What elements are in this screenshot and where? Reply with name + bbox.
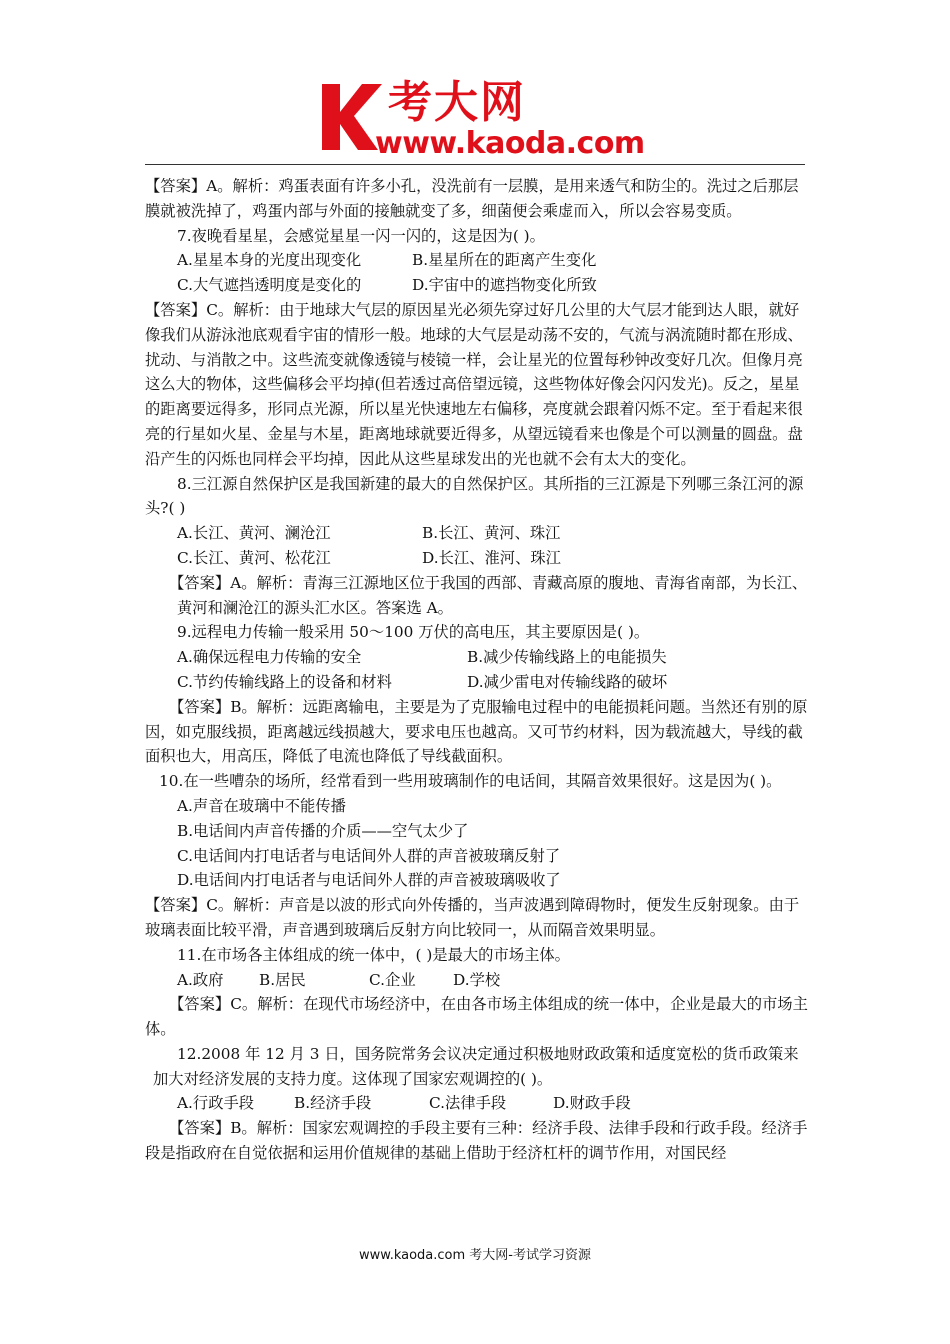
q9-option-d: D.减少雷电对传输线路的破坏 [467,672,668,691]
page-footer: www.kaoda.com 考大网-考试学习资源 [359,1248,591,1263]
q6-answer: 【答案】A。解析：鸡蛋表面有许多小孔，没洗前有一层膜，是用来透气和防尘的。洗过之后那层膜就被洗掉了，鸡蛋内部与外面的接触就变了多，细菌便会乘虚而入，所以会容易变质。 [145,177,799,220]
q7-stem: 7.夜晚看星星，会感觉星星一闪一闪的，这是因为( )。 [177,226,545,245]
q8-stem: 8.三江源自然保护区是我国新建的最大的自然保护区。其所指的三江源是下列哪三条江河的源头?( ) [145,474,804,518]
q10-option-a: A.声音在玻璃中不能传播 [177,796,346,815]
q9-stem: 9.远程电力传输一般采用 50～100 万伏的高电压，其主要原因是( )。 [177,623,650,642]
q12-option-b: B.经济手段 [294,1094,372,1113]
document-body [145,174,810,1166]
q12-option-d: D.财政手段 [553,1094,631,1113]
page-header [0,0,950,168]
q7-options-row1 [145,248,810,273]
logo-url: www.kaoda.com [375,126,645,161]
q8-option-b: B.长江、黄河、珠江 [422,524,561,543]
q7-answer: 【答案】C。解析：由于地球大气层的原因星光必须先穿过好几公里的大气层才能到达人眼，就好像我们从游泳池底观看宇宙的情形一般。地球的大气层是动荡不安的，气流与涡流随时都在形成、扰动、与消散之中。这些流变就像透镜与棱镜一样，会让星光的位置每秒钟改变好几次。但像月亮这么大的物体，这些偏移会平均掉(但若透过高倍望远镜，这些物体好像会闪闪发光)。反之，星星的距离要远得多，形同点光源，所以星光快速地左右偏移，亮度就会跟着闪烁不定。至于看起来很亮的行星如火星、金星与木星，距离地球就要近得多，从望远镜看来也像是个可以测量的圆盘。盘沿产生的闪烁也同样会平均掉，因此从这些星球发出的光也就不会有太大的变化。 [145,300,803,468]
q7-options-row2 [145,273,810,298]
q8-option-a: A.长江、黄河、澜沧江 [177,524,331,543]
q11-option-b: B.居民 [259,970,306,989]
q9-option-a: A.确保远程电力传输的安全 [177,648,362,667]
q11-option-c: C.企业 [369,970,416,989]
q10-option-b: B.电话间内声音传播的介质——空气太少了 [177,821,469,840]
q9-options-row2 [145,670,810,695]
q9-options-row1 [145,645,810,670]
q8-answer: 【答案】A。解析：青海三江源地区位于我国的西部、青藏高原的腹地、青海省南部，为长江、黄河和澜沧江的源头汇水区。答案选 A。 [169,573,808,617]
q11-stem: 11.在市场各主体组成的统一体中，( )是最大的市场主体。 [177,945,570,964]
q12-answer: 【答案】B。解析：国家宏观调控的手段主要有三种：经济手段、法律手段和行政手段。经济手段是指政府在自觉依据和运用价值规律的基础上借助于经济杠杆的调节作用，对国民经 [145,1119,808,1163]
q11-answer: 【答案】C。解析：在现代市场经济中，在由各市场主体组成的统一体中，企业是最大的市场主体。 [145,995,808,1039]
q11-options [145,968,810,993]
q9-option-c: C.节约传输线路上的设备和材料 [177,672,392,691]
logo-title: 考大网 [388,77,526,128]
q11-option-a: A.政府 [177,970,224,989]
q10-option-c: C.电话间内打电话者与电话间外人群的声音被玻璃反射了 [177,846,561,865]
q10-answer: 【答案】C。解析：声音是以波的形式向外传播的，当声波遇到障碍物时，便发生反射现象。由于玻璃表面比较平滑，声音遇到玻璃后反射方向比较同一，从而隔音效果明显。 [145,896,800,939]
q8-option-d: D.长江、淮河、珠江 [422,548,561,567]
q7-option-c: C.大气遮挡透明度是变化的 [177,276,362,295]
header-divider [145,164,805,165]
q11-option-d: D.学校 [453,970,501,989]
q8-options-row2 [145,546,810,571]
q10-stem: 10.在一些嘈杂的场所，经常看到一些用玻璃制作的电话间，其隔音效果很好。这是因为( )。 [159,772,782,791]
q12-option-c: C.法律手段 [429,1094,507,1113]
q7-option-d: D.宇宙中的遮挡物变化所致 [412,276,597,295]
q12-options [145,1091,810,1116]
q7-option-b: B.星星所在的距离产生变化 [412,251,597,270]
q8-options-row1 [145,521,810,546]
q7-option-a: A.星星本身的光度出现变化 [177,251,362,270]
q9-option-b: B.减少传输线路上的电能损失 [467,648,667,667]
q12-stem: 12.2008 年 12 月 3 日，国务院常务会议决定通过积极地财政政策和适度宽松的货币政策来加大对经济发展的支持力度。这体现了国家宏观调控的( )。 [153,1044,799,1088]
q8-option-c: C.长江、黄河、松花江 [177,548,331,567]
q10-option-d: D.电话间内打电话者与电话间外人群的声音被玻璃吸收了 [177,871,561,890]
q12-option-a: A.行政手段 [177,1094,255,1113]
q9-answer: 【答案】B。解析：远距离输电，主要是为了克服输电过程中的电能损耗问题。当然还有别的原因，如克服线损，距离越远线损越大，要求电压也越高。又可节约材料，因为载流越大，导线的截面积也大，用高压，降低了电流也降低了导线截面积。 [145,697,808,766]
